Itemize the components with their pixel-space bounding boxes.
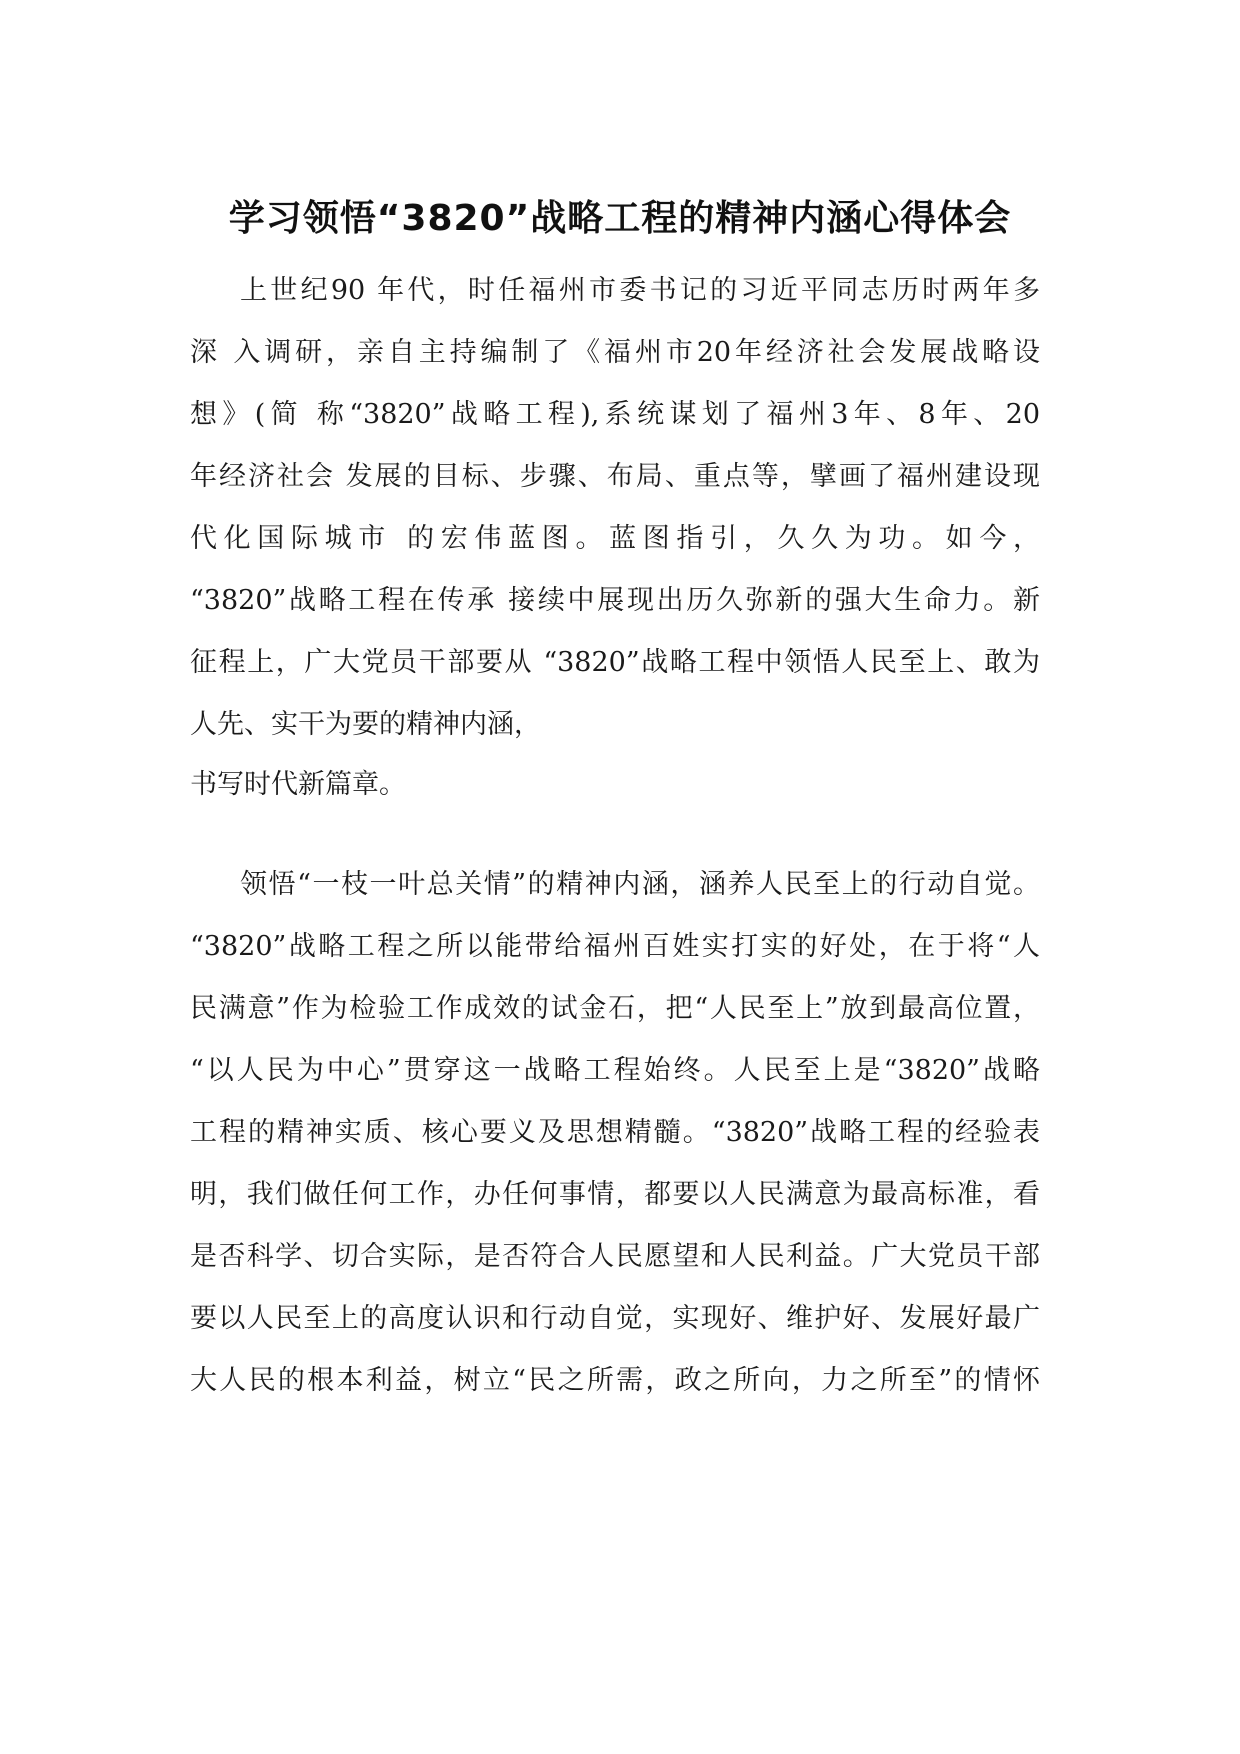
- paragraph-2-line: “以人民为中心”贯穿这一战略工程始终。人民至上是“3820”战略: [190, 1055, 1040, 1086]
- paragraph-1-line: 人先、实干为要的精神内涵，: [190, 709, 541, 740]
- paragraph-1-line: 深 入调研，亲自主持编制了《福州市20年经济社会发展战略设: [190, 337, 1040, 368]
- document-title: 学习领悟“3820”战略工程的精神内涵心得体会: [228, 198, 1012, 239]
- paragraph-2-line: 要以人民至上的高度认识和行动自觉，实现好、维护好、发展好最广: [190, 1303, 1040, 1334]
- paragraph-2-line: “3820”战略工程之所以能带给福州百姓实打实的好处，在于将“人: [190, 931, 1040, 962]
- paragraph-1-line: 年经济社会 发展的目标、步骤、布局、重点等，擘画了福州建设现: [190, 461, 1040, 492]
- paragraph-2-line: 大人民的根本利益，树立“民之所需，政之所向，力之所至”的情怀: [190, 1365, 1040, 1396]
- paragraph-2-line: 工程的精神实质、核心要义及思想精髓。“3820”战略工程的经验表: [190, 1117, 1040, 1148]
- paragraph-1-line: 代化国际城市 的宏伟蓝图。蓝图指引，久久为功。如今，: [190, 523, 1040, 554]
- paragraph-1-line: “3820”战略工程在传承 接续中展现出历久弥新的强大生命力。新: [190, 585, 1040, 616]
- paragraph-2-line: 领悟“一枝一叶总关情”的精神内涵，涵养人民至上的行动自觉。: [240, 869, 1040, 900]
- paragraph-2-line: 民满意”作为检验工作成效的试金石，把“人民至上”放到最高位置，: [190, 993, 1040, 1024]
- paragraph-1-line: 征程上，广大党员干部要从 “3820”战略工程中领悟人民至上、敢为: [190, 647, 1040, 678]
- paragraph-1-line: 上世纪90 年代，时任福州市委书记的习近平同志历时两年多: [240, 275, 1040, 306]
- paragraph-2-line: 是否科学、切合实际，是否符合人民愿望和人民利益。广大党员干部: [190, 1241, 1040, 1272]
- paragraph-1-line: 书写时代新篇章。: [190, 769, 406, 800]
- paragraph-2-line: 明，我们做任何工作，办任何事情，都要以人民满意为最高标准，看: [190, 1179, 1040, 1210]
- paragraph-1-line: 想》(简 称“3820”战略工程),系统谋划了福州3年、8年、20: [190, 399, 1040, 430]
